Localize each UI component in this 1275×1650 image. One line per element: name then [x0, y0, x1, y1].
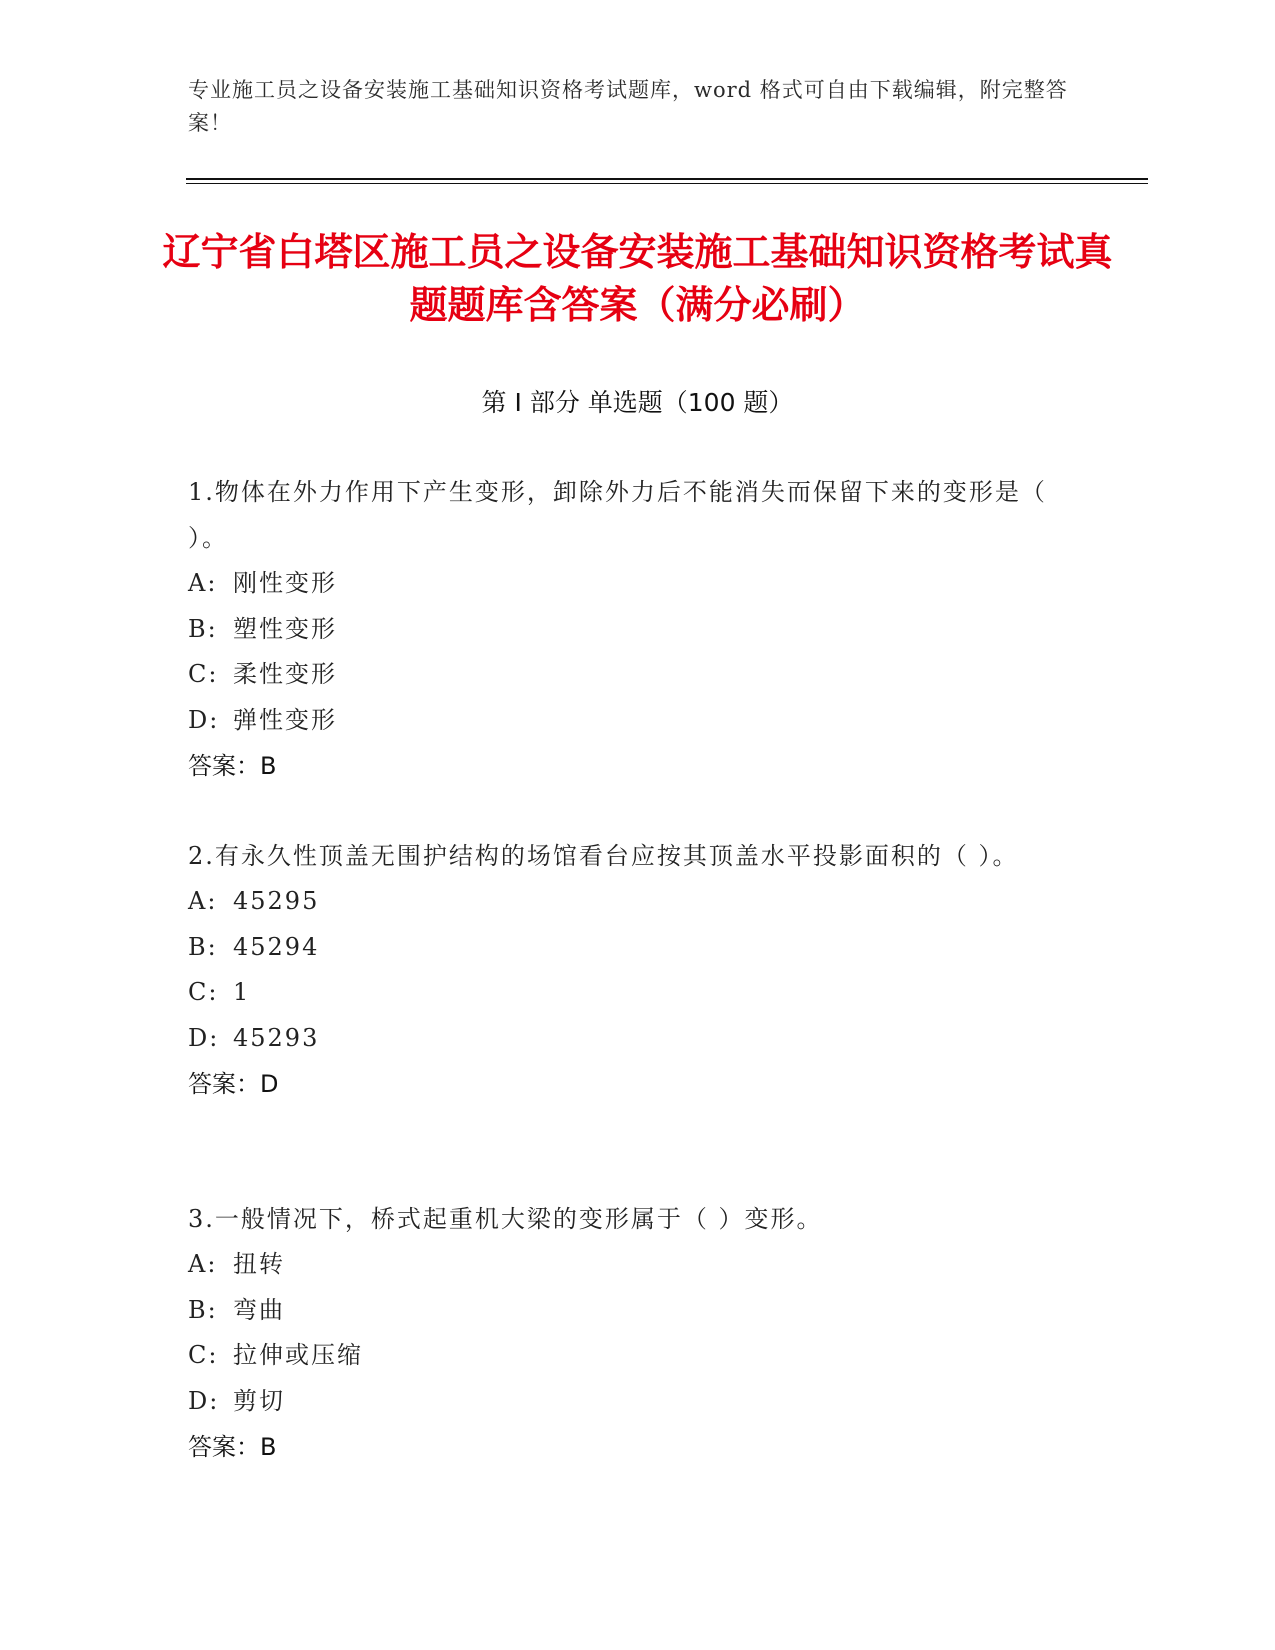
question-stem: 1.物体在外力作用下产生变形，卸除外力后不能消失而保留下来的变形是（ ）。 [188, 478, 1047, 552]
option-text: 45294 [233, 932, 320, 961]
document-title: 辽宁省白塔区施工员之设备安装施工基础知识资格考试真题题库含答案（满分必刷） [162, 230, 1113, 327]
option-text: 1 [233, 978, 251, 1006]
option-key: D: [188, 1386, 220, 1415]
header-rule-thick [186, 178, 1148, 180]
option-key: C: [188, 1341, 219, 1369]
option-c [188, 652, 1068, 698]
option-b [188, 925, 1068, 971]
option-text: 弯曲 [233, 1295, 285, 1324]
option-key: A: [188, 1250, 218, 1278]
section-title: 第 I 部分 单选题（100 题） [481, 388, 794, 417]
option-key: D: [188, 1023, 220, 1052]
option-key: B: [188, 1295, 218, 1324]
answer: 答案：B [188, 1433, 277, 1461]
question-2 [188, 833, 1068, 1107]
option-key: A: [188, 887, 218, 915]
option-text: 刚性变形 [233, 569, 337, 597]
option-key: D: [188, 705, 220, 734]
option-a [188, 1242, 1068, 1288]
option-a [188, 561, 1068, 607]
option-text: 剪切 [233, 1386, 285, 1415]
option-text: 柔性变形 [233, 660, 337, 688]
option-b [188, 607, 1068, 653]
option-text: 拉伸或压缩 [233, 1341, 363, 1369]
option-key: A: [188, 569, 218, 597]
option-key: C: [188, 978, 219, 1006]
option-c [188, 1333, 1068, 1379]
option-b [188, 1288, 1068, 1334]
option-d [188, 1016, 1068, 1062]
option-key: C: [188, 660, 219, 688]
option-a [188, 879, 1068, 925]
option-text: 塑性变形 [233, 614, 337, 643]
option-key: B: [188, 932, 218, 961]
option-text: 弹性变形 [233, 705, 337, 734]
question-stem: 3.一般情况下，桥式起重机大梁的变形属于（ ）变形。 [188, 1205, 823, 1233]
option-key: B: [188, 614, 218, 643]
answer: 答案：B [188, 752, 277, 780]
option-text: 45293 [233, 1023, 320, 1052]
question-stem: 2.有永久性顶盖无围护结构的场馆看台应按其顶盖水平投影面积的（ ）。 [188, 842, 1019, 870]
answer: 答案：D [188, 1070, 279, 1098]
header-rule-thin [186, 183, 1148, 184]
header-note: 专业施工员之设备安装施工基础知识资格考试题库，word 格式可自由下载编辑，附完整答案！ [188, 78, 1068, 135]
option-c [188, 970, 1068, 1016]
option-d [188, 698, 1068, 744]
question-3 [188, 1196, 1068, 1470]
option-d [188, 1379, 1068, 1425]
option-text: 45295 [233, 887, 320, 915]
option-text: 扭转 [233, 1250, 285, 1278]
question-1 [188, 469, 1068, 789]
